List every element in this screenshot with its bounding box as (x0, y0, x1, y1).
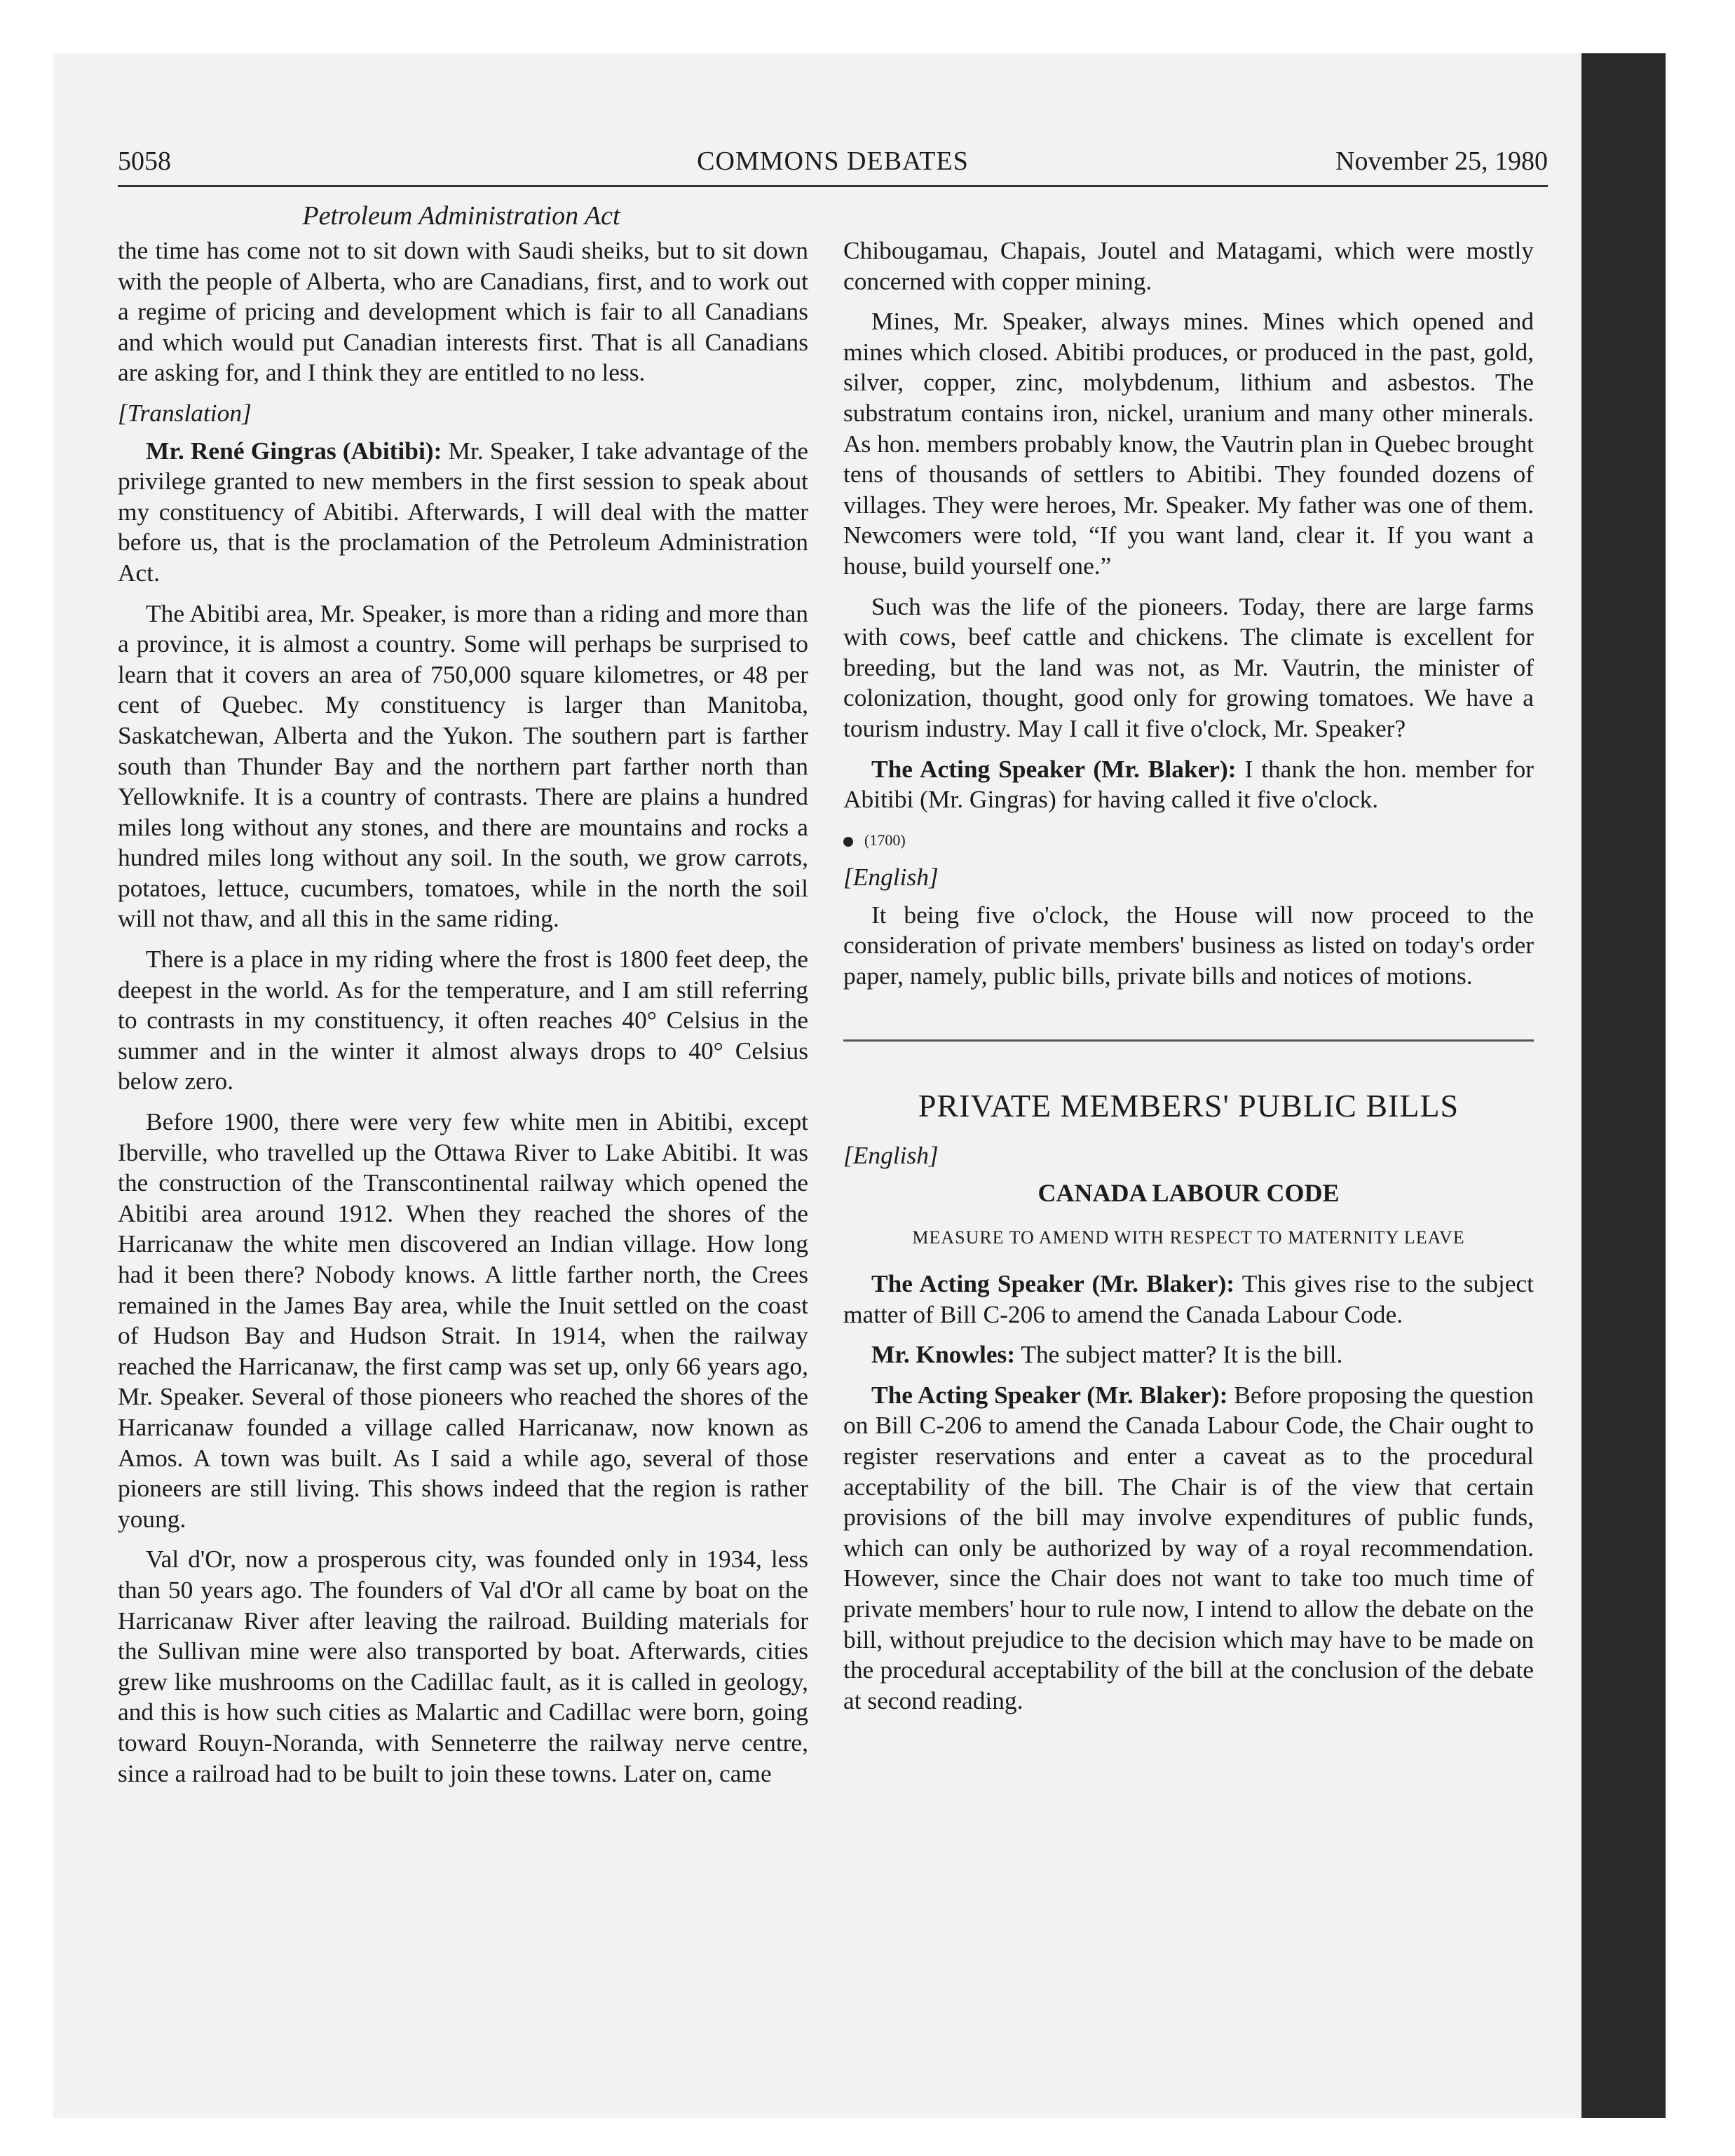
paragraph: the time has come not to sit down with Saudi sheiks, but to sit down with the people of Alberta, who are Canadians, first, and to work out a regime of pricing and development which is fair to all Canadians and which would put Canadian interests first. That is all Canadians are asking for, and I think they are entitled to no less. (118, 236, 808, 387)
speaker-name: Mr. Knowles: (871, 1340, 1016, 1369)
timestamp: (1700) (864, 831, 906, 849)
section-title: PRIVATE MEMBERS' PUBLIC BILLS (918, 1087, 1460, 1124)
speech-paragraph (843, 1339, 1534, 1370)
language-tag: [Translation] (118, 398, 252, 427)
paragraph: There is a place in my riding where the frost is 1800 feet deep, the deepest in the world. As for the temperature, and I am still referring to contrasts in my constituency, it often reaches 40° Celsius in the summer and in the winter it almost always drops to 40° Celsius below zero. (118, 945, 808, 1096)
speech-text: Before proposing the question on Bill C-206 to amend the Canada Labour Code, the Chair ought to register reservations and enter a caveat as to the procedural acceptability of the bill. The Chair is of the view that certain provisions of the bill may involve expenditures of public funds, which can only be authorized by way of a royal recommendation. However, since the Chair does not want to take too much time of private members' hour to rule now, I intend to allow the debate on the bill, without prejudice to the decision which may have to be made on the procedural acceptability of the bill at the conclusion of the debate at second reading. (843, 1380, 1534, 1714)
issue-date: November 25, 1980 (1335, 146, 1548, 176)
right-column (843, 236, 1534, 1726)
timestamp-marker (843, 825, 1534, 856)
speech-paragraph (843, 1269, 1534, 1330)
paragraph: Chibougamau, Chapais, Joutel and Matagami, which were mostly concerned with copper mining. (843, 236, 1534, 295)
page-number: 5058 (118, 146, 171, 176)
language-tag: [English] (843, 863, 939, 892)
speech-text: This gives rise to the subject matter of Bill C-206 to amend the Canada Labour Code. (843, 1269, 1534, 1328)
paragraph: Such was the life of the pioneers. Today, there are large farms with cows, beef cattle and chickens. The climate is excellent for breeding, but the land was not, as Mr. Vautrin, the minister of colonization, thought, good only for growing tomatoes. We have a tourism industry. May I call it five o'clock, Mr. Speaker? (843, 592, 1534, 742)
running-head: Petroleum Administration Act (302, 201, 620, 231)
page-header (118, 146, 1548, 187)
language-tag: [English] (843, 1141, 939, 1170)
section-divider (843, 1039, 1534, 1042)
paragraph: Val d'Or, now a prosperous city, was founded only in 1934, less than 50 years ago. The founders of Val d'Or all came by boat on the Harricanaw River after leaving the railroad. Building materials for the Sullivan mine were also transported by boat. Afterwards, cities grew like mushrooms on the Cadillac fault, as it is called in geology, and this is how such cities as Malartic and Cadillac were born, going toward Rouyn-Noranda, with Senneterre the railway nerve centre, since a railroad had to be built to join these towns. Later on, came (118, 1545, 808, 1787)
paragraph: It being five o'clock, the House will now proceed to the consideration of private members' business as listed on today's order paper, namely, public bills, private bills and notices of motions. (843, 900, 1534, 990)
bullet-icon (843, 837, 853, 847)
paragraph: Mines, Mr. Speaker, always mines. Mines which opened and mines which closed. Abitibi produces, or produced in the past, gold, silver, copper, zinc, molybdenum, lithium and asbestos. The substratum contains iron, nickel, uranium and many other minerals. As hon. members probably know, the Vautrin plan in Quebec brought tens of thousands of settlers to Abitibi. They founded dozens of villages. They were heroes, Mr. Speaker. My father was one of them. Newcomers were told, “If you want land, clear it. If you want a house, build yourself one.” (843, 307, 1534, 580)
speech-text: The subject matter? It is the bill. (1015, 1340, 1343, 1369)
speaker-name: The Acting Speaker (Mr. Blaker): (871, 754, 1237, 783)
speech-paragraph (843, 754, 1534, 815)
paragraph: The Abitibi area, Mr. Speaker, is more than a riding and more than a province, it is almost a country. Some will perhaps be surprised to learn that it covers an area of 750,000 square kilometres, or 48 per cent of Quebec. My constituency is larger than Manitoba, Saskatchewan, Alberta and the Yukon. The southern part is farther south than Thunder Bay and the northern part farther north than Yellowknife. It is a country of contrasts. There are plains a hundred miles long without any stones, and there are mountains and rocks a hundred miles long without any soil. In the south, we grow carrots, potatoes, lettuce, cucumbers, tomatoes, while in the north the soil will not thaw, and all this in the same riding. (118, 599, 808, 933)
speech-paragraph (118, 436, 808, 589)
publication-title: COMMONS DEBATES (697, 146, 969, 176)
bill-title: CANADA LABOUR CODE (1037, 1178, 1340, 1207)
speaker-name: The Acting Speaker (Mr. Blaker): (871, 1269, 1235, 1298)
scan-edge-shadow (1581, 53, 1666, 2118)
speech-text: I thank the hon. member for Abitibi (Mr. Gingras) for having called it five o'clock. (843, 754, 1534, 814)
bill-subtitle: MEASURE TO AMEND WITH RESPECT TO MATERNITY LEAVE (912, 1227, 1465, 1248)
speaker-name: The Acting Speaker (Mr. Blaker): (871, 1380, 1228, 1409)
paragraph: Before 1900, there were very few white men in Abitibi, except Iberville, who travelled up the Ottawa River to Lake Abitibi. It was the construction of the Transcontinental railway which opened the Abitibi area around 1912. When they reached the shores of the Harricanaw the white men discovered an Indian village. How long had it been there? Nobody knows. A little farther north, the Crees remained in the James Bay area, while the Inuit settled on the coast of Hudson Bay and Hudson Strait. In 1914, when the railway reached the Harricanaw, the first camp was set up, only 66 years ago, Mr. Speaker. Several of those pioneers who reached the shores of the Harricanaw founded a village called Harricanaw, now known as Amos. A town was built. As I said a while ago, several of those pioneers are still living. This shows indeed that the region is rather young. (118, 1107, 808, 1533)
speaker-name: Mr. René Gingras (Abitibi): (146, 436, 442, 465)
speech-text: Mr. Speaker, I take advantage of the privilege granted to new members in the first session to speak about my constituency of Abitibi. Afterwards, I will deal with the matter before us, that is the proclamation of the Petroleum Administration Act. (118, 436, 808, 587)
left-column (118, 236, 808, 1799)
speech-paragraph (843, 1380, 1534, 1717)
